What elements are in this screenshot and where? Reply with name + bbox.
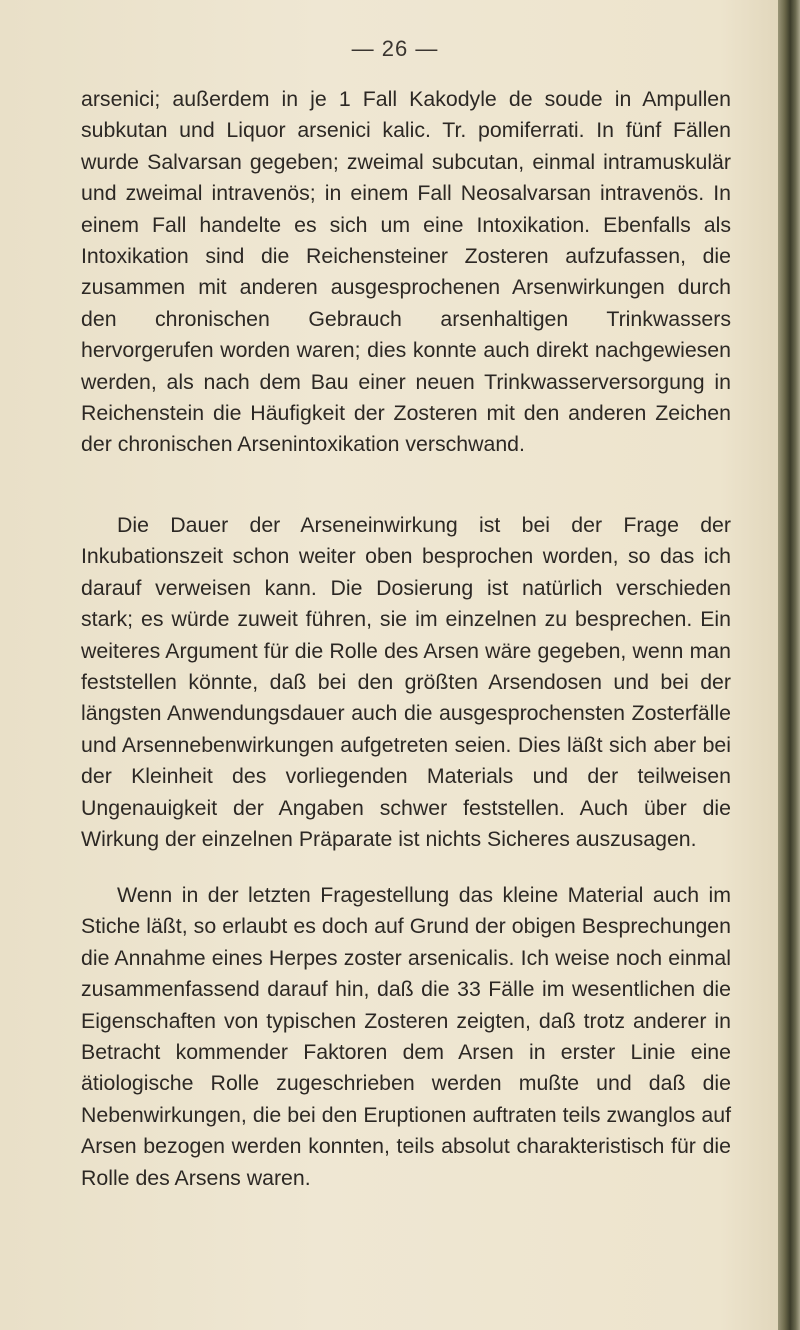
paragraph-2: [81, 510, 731, 855]
paragraph-text: Die Dauer der Arseneinwirkung ist bei der Frage der Inkubationszeit schon weiter oben besprochen worden, so das ich darauf verweisen kann. Die Dosierung ist natürlich verschieden stark; es würde zuweit führen, sie im einzelnen zu besprechen. Ein weiteres Argument für die Rolle des Arsen wäre gegeben, wenn man feststellen könnte, daß bei den größten Arsendosen und bei der längsten Anwendungsdauer auch die ausgesprochensten Zosterfälle und Arsennebenwirkungen aufgetreten seien. Dies läßt sich aber bei der Kleinheit des vorliegenden Materials und der teilweisen Ungenauigkeit der Angaben schwer feststellen. Auch über die Wirkung der einzelnen Präparate ist nichts Sicheres auszusagen.: [81, 513, 731, 852]
paragraph-3: [81, 880, 731, 1194]
paragraph-1: [81, 84, 731, 461]
book-binding-edge: [778, 0, 800, 1330]
paragraph-text: Wenn in der letzten Fragestellung das kleine Material auch im Stiche läßt, so erlaubt es doch auf Grund der obigen Besprechungen die Annahme eines Herpes zoster arsenicalis. Ich weise noch einmal zusammenfassend darauf hin, daß die 33 Fälle im wesentlichen die Eigenschaften von typischen Zosteren zeigten, daß trotz anderer in Betracht kommender Faktoren dem Arsen in erster Linie eine ätiologische Rolle zugeschrieben werden mußte und daß die Nebenwirkungen, die bei den Eruptionen auftraten teils zwanglos auf Arsen bezogen werden konnten, teils absolut charakteristisch für die Rolle des Arsens waren.: [81, 883, 731, 1190]
page-number: — 26 —: [351, 36, 439, 61]
paragraph-text: arsenici; außerdem in je 1 Fall Kakodyle de soude in Ampullen subkutan und Liquor arsenici kalic. Tr. pomiferrati. In fünf Fällen wurde Salvarsan gegeben; zweimal subcutan, einmal intramuskulär und zweimal intravenös; in einem Fall Neosalvarsan intravenös. In einem Fall handelte es sich um eine Intoxikation. Ebenfalls als Intoxikation sind die Reichensteiner Zosteren aufzufassen, die zusammen mit anderen ausgesprochenen Arsenwirkungen durch den chronischen Gebrauch arsenhaltigen Trinkwassers hervorgerufen worden waren; dies konnte auch direkt nachgewiesen werden, als nach dem Bau einer neuen Trinkwasserversorgung in Reichenstein die Häufigkeit der Zosteren mit den anderen Zeichen der chronischen Arsenintoxikation verschwand.: [81, 87, 731, 457]
